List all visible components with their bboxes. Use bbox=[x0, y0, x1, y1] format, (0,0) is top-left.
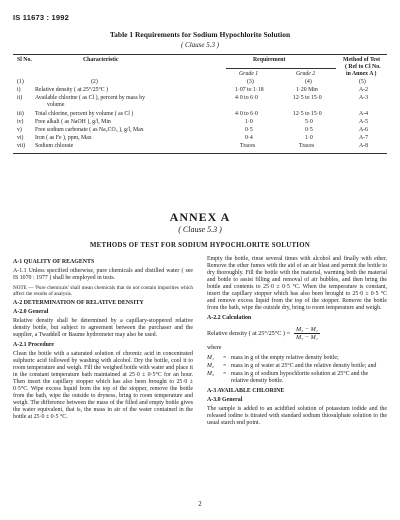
formula-definitions bbox=[207, 355, 387, 385]
left-column bbox=[13, 256, 193, 424]
definition-m1-symbol: M₁ bbox=[207, 355, 214, 361]
header-method-3: in Annex A ) bbox=[346, 71, 377, 77]
row-5-method: A-6 bbox=[359, 127, 369, 133]
row-7-method: A-8 bbox=[359, 143, 369, 149]
row-5-grade-1: 0·5 bbox=[245, 127, 253, 133]
requirement-subrule bbox=[226, 68, 336, 69]
index-col-4: (4) bbox=[305, 79, 312, 85]
annex-clause: ( Clause 5.3 ) bbox=[178, 225, 222, 234]
definition-m1: M₁ = mass in g of the empty relative density bottle; bbox=[207, 355, 387, 362]
row-4-sl: iv) bbox=[17, 119, 24, 125]
row-6-characteristic: Iron ( as Fe ), ppm, Max bbox=[35, 135, 92, 141]
row-7-grade-2: Traces bbox=[299, 143, 315, 149]
row-4-method: A-5 bbox=[359, 119, 369, 125]
row-1-method: A-2 bbox=[359, 87, 369, 93]
heading-a2: A-2 DETERMINATION OF RELATIVE DENSITY bbox=[13, 300, 144, 306]
methods-title: METHODS OF TEST FOR SODIUM HYPOCHLORITE SOLUTION bbox=[89, 242, 311, 249]
formula-fraction bbox=[294, 326, 320, 341]
index-col-3: (3) bbox=[247, 79, 254, 85]
text-a2-1-cont: Empty the bottle, rinse several times with alcohol and finally with ether. Remove the ether fumes with the aid of an air blast and permit the bottle to dry thoroughly. Fill the bottle with the material, warming both the material and bottle to assist filling and removal of air bubbles, and then bring the bottle and contents to 25·0 ± 0·5 °C. When the temperature is constant, insert the capillary stopper which has also been brought to 25·0 ± 0·5 °C and remove excess liquid from the top of the stopper. Remove the bottle from the bath, wipe the outside dry, bring to room temperature and weigh. bbox=[207, 256, 387, 311]
heading-a2-0: A-2.0 General bbox=[13, 309, 49, 315]
definition-m3-text: mass in g of sodium hypochlorite solution at 25°C and the relative density bottle. bbox=[231, 371, 369, 384]
header-method-2: ( Ref to Cl No. bbox=[345, 64, 381, 70]
row-6-sl: vi) bbox=[17, 135, 24, 141]
row-7-characteristic: Sodium chlorate bbox=[35, 143, 74, 149]
formula-label: Relative density ( at 25°/25°C ) = bbox=[207, 330, 291, 337]
index-col-5: (5) bbox=[359, 79, 366, 85]
row-3-grade-1: 4·0 to 6·0 bbox=[235, 111, 258, 117]
row-3-grade-2: 12·5 to 15·0 bbox=[293, 111, 322, 117]
heading-a3-0: A-3.0 General bbox=[207, 397, 243, 403]
heading-a3: A-3 AVAILABLE CHLORINE bbox=[207, 388, 285, 394]
definition-m1-text: mass in g of the empty relative density bottle; bbox=[231, 355, 339, 361]
row-2-grade-1: 4·0 to 6·0 bbox=[235, 95, 258, 101]
definition-m2-text: mass in g of water at 25°C and the relative density bottle; and bbox=[231, 363, 377, 369]
definition-m2: M₂ = mass in g of water at 25°C and the relative density bottle; and bbox=[207, 363, 387, 370]
row-3-method: A-4 bbox=[359, 111, 369, 117]
row-3-characteristic: Total chlorine, percent by volume ( as Cl ) bbox=[35, 111, 134, 117]
row-3-sl: iii) bbox=[17, 111, 24, 117]
text-a1-1: A-1.1 Unless specified otherwise, pure chemicals and distilled water ( see IS 1070 : 1977 ) shall be employed in tests. bbox=[13, 268, 193, 281]
definition-m2-symbol: M₂ bbox=[207, 363, 214, 369]
heading-a1: A-1 QUALITY OF REAGENTS bbox=[13, 259, 95, 265]
index-col-2: (2) bbox=[91, 79, 98, 85]
page-number: 2 bbox=[198, 500, 202, 508]
right-column bbox=[207, 256, 387, 430]
row-2-grade-2: 12·5 to 15·0 bbox=[293, 95, 322, 101]
row-6-method: A-7 bbox=[359, 135, 369, 141]
standard-reference: IS 11673 : 1992 bbox=[13, 13, 69, 22]
table-bottom-rule bbox=[13, 153, 387, 154]
where-label: where bbox=[207, 345, 222, 351]
row-1-characteristic: Relative density ( at 25°/25°C ) bbox=[35, 87, 109, 93]
row-5-characteristic: Free sodium carbonate ( as Na₂CO₃ ), g/l, Max bbox=[35, 127, 144, 133]
table-clause: ( Clause 5.3 ) bbox=[180, 41, 220, 49]
row-1-grade-1: 1·07 to 1·18 bbox=[235, 87, 264, 93]
text-a3-0: The sample is added to an acidified solution of potassium iodide and the released iodine is titrated with standard sodium thiosulphate solution to the usual starch end point. bbox=[207, 406, 387, 426]
header-characteristic: Characteristic bbox=[83, 57, 119, 63]
row-6-grade-2: 1·0 bbox=[305, 135, 313, 141]
text-a2-1: Clean the bottle with a saturated solution of chromic acid in concentrated sulphuric acid followed by washing with alcohol. Dry the bottle, cool it to room temperature and weigh. Fill the weighed bottle with water and place it in the constant temperature bath maintained at 25·0 ± 0·5°C for an hour. Then insert the capillary stopper which has also been brought to 25·0 ± 0·5°C. Wipe excess liquid from the top of the stopper, remove the bottle from the bath, wipe the outside to dryness, bring to room temperature and weigh. The difference between the mass of the filled and empty bottle gives the water equivalent, that is, the mass in air of the water contained in the bottle at 25·0 ± 0·5 °C. bbox=[13, 351, 193, 420]
row-2-method: A-3 bbox=[359, 95, 369, 101]
row-2-characteristic: Available chlorine ( as Cl ), percent by mass by bbox=[35, 95, 145, 101]
table-top-rule bbox=[13, 54, 387, 55]
header-grade-2: Grade 2 bbox=[296, 71, 316, 77]
heading-a2-2: A-2.2 Calculation bbox=[207, 315, 252, 321]
formula-numerator: M₃ − M₁ bbox=[296, 326, 318, 333]
definition-m3: M₃ = mass in g of sodium hypochlorite solution at 25°C and the relative density bottle. bbox=[207, 371, 387, 385]
row-5-grade-2: 0·5 bbox=[305, 127, 313, 133]
text-a2-0: Relative density shall be determined by a capillary-stoppered relative density bottle, but subject to agreement between the purchaser and the supplier, a Twaddell or Baume hydrometer may also be used. bbox=[13, 318, 193, 338]
row-5-sl: v) bbox=[17, 127, 22, 133]
header-sl-no: Sl No. bbox=[17, 57, 32, 63]
header-method-1: Method of Test bbox=[343, 57, 381, 63]
row-4-grade-2: 5·0 bbox=[305, 119, 313, 125]
row-7-grade-1: Traces bbox=[240, 143, 256, 149]
row-1-grade-2: 1·20 Min bbox=[296, 87, 318, 93]
header-requirement: Requirement bbox=[253, 57, 286, 63]
row-1-sl: i) bbox=[17, 87, 21, 93]
row-4-characteristic: Free alkali ( as NaOH ), g/l, Min bbox=[35, 119, 111, 125]
annex-title: ANNEX A bbox=[169, 210, 231, 224]
header-grade-1: Grade 1 bbox=[239, 71, 259, 77]
formula-denominator: M₂ − M₁ bbox=[296, 334, 318, 341]
row-4-grade-1: 1·0 bbox=[245, 119, 253, 125]
note-a1: NOTE — 'Pure chemicals' shall mean chemicals that do not contain impurities which affect the results of analysis. bbox=[13, 285, 193, 297]
row-2-sl: ii) bbox=[17, 95, 23, 101]
row-2-characteristic-cont: volume bbox=[47, 102, 65, 108]
row-7-sl: vii) bbox=[17, 143, 26, 149]
table-title: Table 1 Requirements for Sodium Hypochlorite Solution bbox=[109, 30, 291, 39]
heading-a2-1: A-2.1 Procedure bbox=[13, 342, 55, 348]
row-6-grade-1: 0·4 bbox=[245, 135, 253, 141]
index-col-1: (1) bbox=[17, 79, 24, 85]
definition-m3-symbol: M₃ bbox=[207, 371, 214, 377]
relative-density-formula bbox=[207, 326, 387, 341]
